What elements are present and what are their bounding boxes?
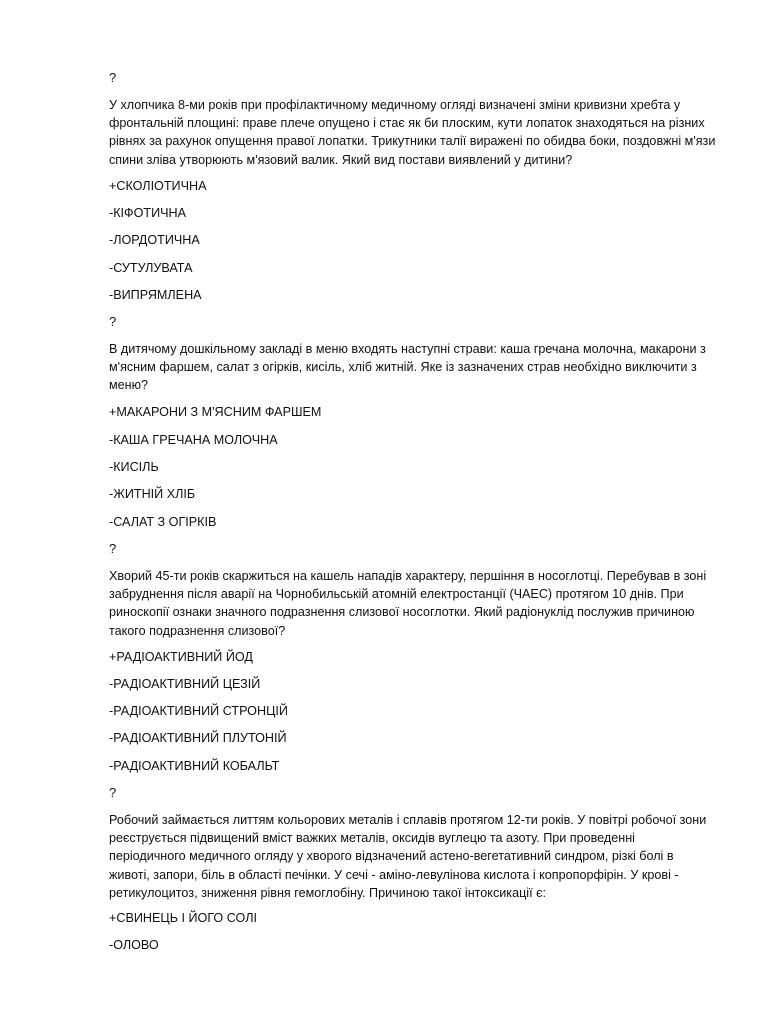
answer-option: -РАДІОАКТИВНИЙ ЦЕЗІЙ — [109, 677, 261, 691]
answer-option: +РАДІОАКТИВНИЙ ЙОД — [109, 650, 253, 664]
answer-option: -КИСІЛЬ — [109, 460, 159, 474]
question-text: Робочий займається литтям кольорових металів і сплавів протягом 12-ти років. У повітрі робочої зони реєструється підвищений вміст важких металів, оксидів вуглецю та азоту. При проведенні періодичного медичного огляду у хворого відзначений астено-вегетативний синдром, різкі болі в животі, запори, біль в області печінки. У сечі - аміно-левулінова кислота і копропорфірін. У крові - ретикулоцитоз, зниження рівня гемоглобіну. Причиною такої інтоксикації є: — [109, 813, 707, 900]
answer-option: -ЖИТНІЙ ХЛІБ — [109, 487, 196, 501]
question-text: Хворий 45-ти років скаржиться на кашель нападів характеру, першіння в носоглотці. Перебував в зоні забруднення після аварії на Чорнобильській атомній електростанції (ЧАЕС) протягом 10 днів. При риноскопії ознаки значного подразнення слизової носоглотки. Який радіонуклід послужив причиною такого подразнення слизової? — [109, 569, 707, 638]
question-text: У хлопчика 8-ми років при профілактичному медичному огляді визначені зміни кривизни хребта у фронтальній площині: праве плече опущено і стає як би плоским, кути лопаток знаходяться на різних рівнях за рахунок опущення правої лопатки. Трикутники талії виражені по обидва боки, поздовжні м'язи спини зліва утворюють м'язовий валик. Який вид постави виявлений у дитини? — [109, 98, 716, 167]
answer-option: +СКОЛІОТИЧНА — [109, 179, 207, 193]
answer-option: -ОЛОВО — [109, 938, 159, 952]
answer-option: -САЛАТ З ОГІРКІВ — [109, 515, 217, 529]
question-marker: ? — [109, 314, 117, 329]
answer-option: -РАДІОАКТИВНИЙ СТРОНЦІЙ — [109, 704, 288, 718]
answer-option: -РАДІОАКТИВНИЙ ПЛУТОНІЙ — [109, 731, 287, 745]
answer-option: -КАША ГРЕЧАНА МОЛОЧНА — [109, 433, 278, 447]
question-marker: ? — [109, 70, 117, 85]
answer-option: -КІФОТИЧНА — [109, 206, 187, 220]
answer-option: +СВИНЕЦЬ І ЙОГО СОЛІ — [109, 911, 257, 925]
question-marker: ? — [109, 785, 117, 800]
answer-option: -ВИПРЯМЛЕНА — [109, 288, 202, 302]
answer-option: -ЛОРДОТИЧНА — [109, 233, 200, 247]
question-text: В дитячому дошкільному закладі в меню входять наступні страви: каша гречана молочна, макарони з м'ясним фаршем, салат з огірків, кисіль, хліб житній. Яке із зазначених страв необхідно виключити з меню? — [109, 342, 706, 393]
question-marker: ? — [109, 541, 117, 556]
answer-option: +МАКАРОНИ З М'ЯСНИМ ФАРШЕМ — [109, 405, 322, 419]
answer-option: -СУТУЛУВАТА — [109, 261, 193, 275]
answer-option: -РАДІОАКТИВНИЙ КОБАЛЬТ — [109, 759, 280, 773]
